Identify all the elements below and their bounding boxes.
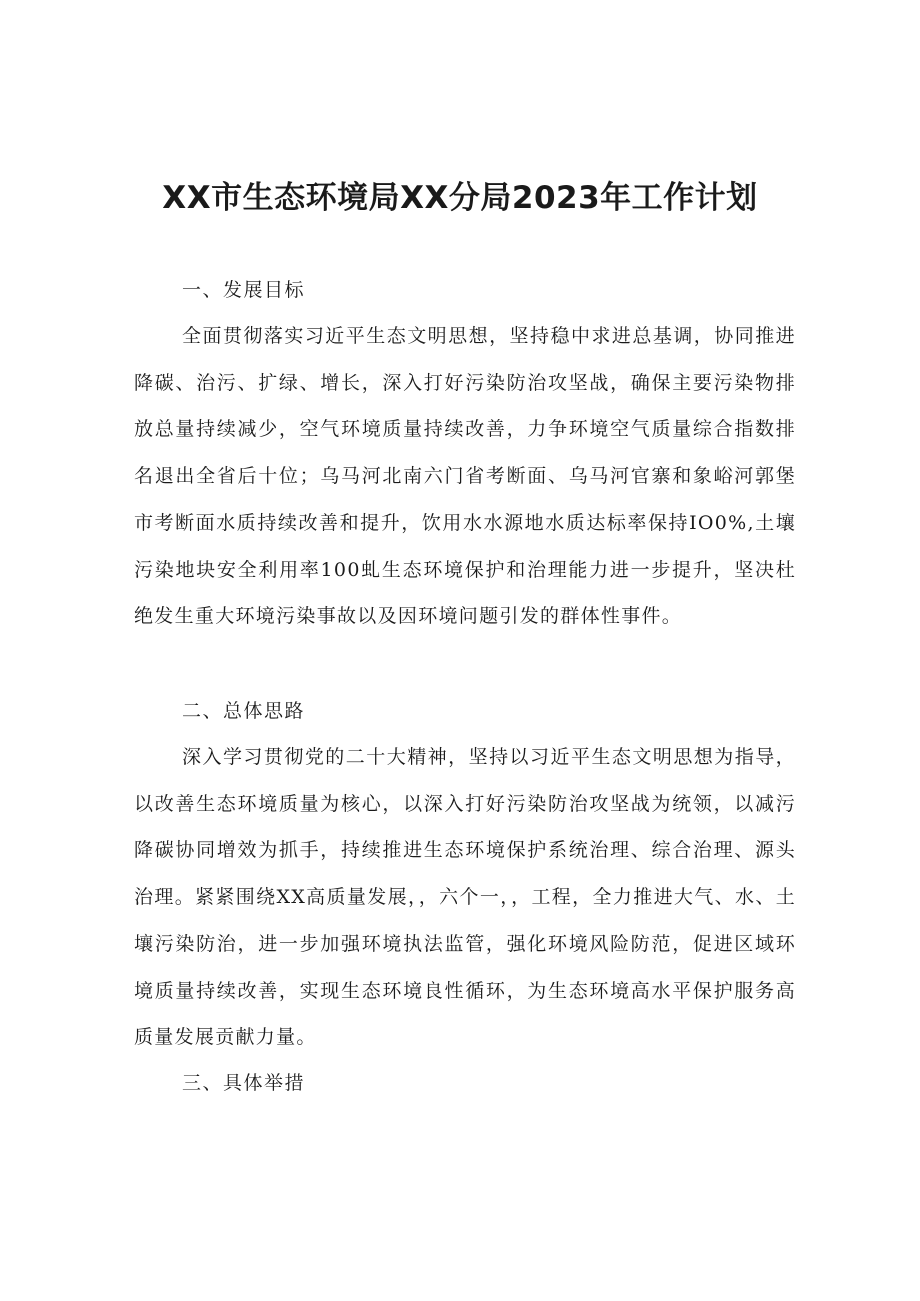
section-heading-specific-measures: 三、具体举措 — [182, 1072, 306, 1094]
section-paragraph-goals: 全面贯彻落实习近平生态文明思想，坚持稳中求进总基调，协同推进降碳、治污、扩绿、增长，深入打好污染防治攻坚战，确保主要污染物排放总量持续减少，空气环境质量持续改善，力争环境空气质量综合指数排名退出全省后十位；乌马河北南六门省考断面、乌马河官寨和象峪河郭堡市考断面水质持续改善和提升，饮用水水源地水质达标率保持IO0%,土壤污染地块安全利用率100虬生态环境保护和治理能力进一步提升，坚决杜绝发生重大环境污染事故以及因环境问题引发的群体性事件。 — [134, 325, 796, 628]
section-heading-goals: 一、发展目标 — [182, 279, 306, 301]
section-heading-overall-approach: 二、总体思路 — [182, 700, 306, 722]
document-title: XX市生态环境局XX分局2023年工作计划 — [162, 180, 758, 216]
section-paragraph-overall-approach: 深入学习贯彻党的二十大精神，坚持以习近平生态文明思想为指导，以改善生态环境质量为核心，以深入打好污染防治攻坚战为统领，以减污降碳协同增效为抓手，持续推进生态环境保护系统治理、综合治理、源头治理。紧紧围绕XX高质量发展，，六个一，，工程，全力推进大气、水、土壤污染防治，进一步加强环境执法监管，强化环境风险防范，促进区域环境质量持续改善，实现生态环境良性循环，为生态环境高水平保护服务高质量发展贡献力量。 — [134, 746, 796, 1049]
